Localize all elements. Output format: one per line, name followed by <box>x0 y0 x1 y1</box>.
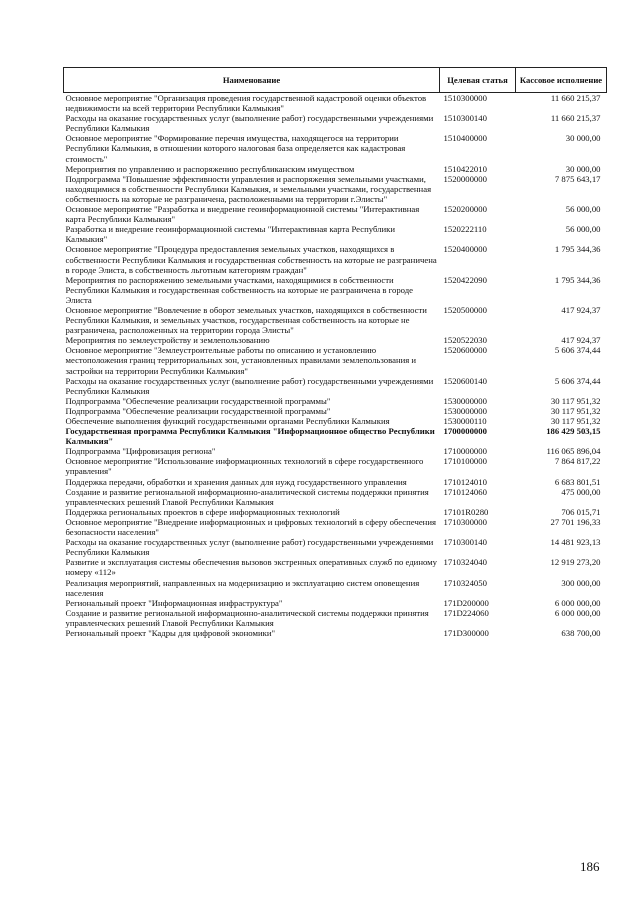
row-name: Расходы на оказание государственных услуг (выполнение работ) государственными учреждениями Республики Калмыкия <box>65 113 434 134</box>
row-name: Основное мероприятие "Использование информационных технологий в сфере государственного управления" <box>65 456 424 477</box>
table-row <box>64 335 607 345</box>
row-name: Основное мероприятие "Внедрение информационных и цифровых технологий в сферу обеспечения безопасности населения" <box>65 516 436 538</box>
row-name: Создание и развитие региональной информационно-аналитической системы поддержки принятия управленческих решений Главой Республики Калмыкия <box>65 607 429 628</box>
table-row <box>64 537 607 557</box>
row-name: Реализация мероприятий, направленных на модернизацию и эксплуатацию систем оповещения населения <box>65 577 420 598</box>
row-name: Мероприятия по управлению и распоряжению республиканским имуществом <box>65 163 355 174</box>
row-code: 1510300140 <box>443 113 487 124</box>
row-name: Основное мероприятие "Организация проведения государственной кадастровой оценки объектов недвижимости на всей территории Республики Калмыкия" <box>65 93 427 114</box>
row-code: 1520522030 <box>443 335 487 346</box>
table-row <box>64 608 607 628</box>
row-amount: 14 481 923,13 <box>550 537 601 548</box>
row-code: 171D224060 <box>443 607 489 618</box>
table-row <box>64 133 607 163</box>
row-code: 17101R0280 <box>443 506 489 517</box>
row-code: 1510300000 <box>443 93 487 103</box>
row-name: Основное мероприятие "Землеустроительные работы по описанию и установлению местоположения границ территориальных зон, установленных правилами землепользования и застройки на территории Республики Калмыкия" <box>65 345 417 376</box>
row-name: Региональный проект "Кадры для цифровой экономики" <box>65 627 276 638</box>
row-amount: 186 429 503,15 <box>546 426 601 437</box>
row-amount: 56 000,00 <box>565 224 601 235</box>
row-code: 1710300000 <box>443 516 487 527</box>
row-amount: 1 795 344,36 <box>554 244 601 255</box>
row-amount: 7 864 817,22 <box>554 456 601 467</box>
row-amount: 417 924,37 <box>561 304 601 315</box>
table-row <box>64 446 607 456</box>
row-code: 1520000000 <box>443 173 487 184</box>
row-amount: 30 000,00 <box>565 163 601 174</box>
table-row <box>64 406 607 416</box>
row-name: Мероприятия по землеустройству и землепользованию <box>65 335 270 346</box>
table-row <box>64 477 607 487</box>
row-code: 1710124010 <box>443 476 487 487</box>
row-amount: 5 606 374,44 <box>554 345 601 356</box>
row-amount: 6 000 000,00 <box>554 597 601 608</box>
row-amount: 27 701 196,33 <box>550 516 601 527</box>
row-name: Подпрограмма "Повышение эффективности управления и распоряжения земельными участками, находящимися в собственности Республики Калмыкия, и земельными участками, государственная собственность на которые не разграничена, расположенными на территории г.Элисты" <box>65 173 432 204</box>
row-code: 1710100000 <box>443 456 487 467</box>
table-row <box>64 204 607 224</box>
table-row <box>64 164 607 174</box>
table-row <box>64 174 607 204</box>
budget-table <box>63 67 607 638</box>
table-row <box>64 628 607 638</box>
row-name: Развитие и эксплуатация системы обеспечения вызовов экстренных оперативных служб по единому номеру «112» <box>65 557 437 578</box>
table-row <box>64 396 607 406</box>
row-name: Государственная программа Республики Калмыкия "Информационное общество Республики Калмыкия" <box>65 426 435 447</box>
row-code: 1520600000 <box>443 345 487 356</box>
row-name: Обеспечение выполнения функций государственными органами Республики Калмыкия <box>65 416 390 426</box>
row-code: 171D300000 <box>443 627 489 638</box>
row-amount: 30 000,00 <box>565 133 601 144</box>
row-name: Расходы на оказание государственных услуг (выполнение работ) государственными учреждениями Республики Калмыкия <box>65 537 434 558</box>
row-amount: 30 117 951,32 <box>550 405 601 416</box>
table-row <box>64 426 607 446</box>
row-amount: 7 875 643,17 <box>554 173 601 184</box>
row-code: 1520200000 <box>443 204 487 215</box>
row-amount: 11 660 215,37 <box>550 113 601 124</box>
row-amount: 116 065 896,04 <box>546 446 601 457</box>
row-amount: 638 700,00 <box>561 627 601 638</box>
row-amount: 30 117 951,32 <box>550 395 601 406</box>
row-amount: 11 660 215,37 <box>550 93 601 103</box>
table-row <box>64 113 607 133</box>
row-code: 1710324050 <box>443 577 487 588</box>
row-amount: 6 683 801,51 <box>554 476 601 487</box>
row-code: 1520600140 <box>443 375 487 386</box>
row-amount: 300 000,00 <box>561 577 601 588</box>
header-name: Наименование <box>64 68 440 93</box>
row-code: 1530000000 <box>443 395 487 406</box>
row-code: 1520222110 <box>443 224 487 235</box>
table-row <box>64 416 607 426</box>
table-row <box>64 456 607 476</box>
table-row <box>64 305 607 335</box>
table-header-row <box>64 68 607 93</box>
row-name: Подпрограмма "Цифровизация региона" <box>65 446 216 457</box>
header-amount: Кассовое исполнение <box>516 68 607 93</box>
row-name: Поддержка региональных проектов в сфере информационных технологий <box>65 506 340 517</box>
row-amount: 12 919 273,20 <box>550 557 601 568</box>
table-row <box>64 517 607 537</box>
row-name: Региональный проект "Информационная инфраструктура" <box>65 597 283 608</box>
row-code: 1710000000 <box>443 446 487 457</box>
table-row <box>64 487 607 507</box>
row-name: Подпрограмма "Обеспечение реализации государственной программы" <box>65 395 331 406</box>
row-name: Расходы на оказание государственных услуг (выполнение работ) государственными учреждениями Республики Калмыкия <box>65 375 434 396</box>
page-number: 186 <box>580 859 600 874</box>
row-amount: 706 015,71 <box>561 506 601 517</box>
row-amount: 5 606 374,44 <box>554 375 601 386</box>
row-name: Основное мероприятие "Вовлечение в оборот земельных участков, находящихся в собственности Республики Калмыкия, и земельных участков, государственная собственность на которые не разграничена, расположенных на территории города Элисты" <box>65 304 427 336</box>
row-name: Основное мероприятие "Процедура предоставления земельных участков, находящихся в собственности Республики Калмыкия и государственная собственность на которые не разграничена в городе Элиста, в собственность льготным категориям граждан" <box>65 244 437 275</box>
row-amount: 475 000,00 <box>561 486 601 497</box>
row-amount: 1 795 344,36 <box>554 274 601 285</box>
row-code: 1530000110 <box>443 416 487 426</box>
row-code: 1530000000 <box>443 405 487 416</box>
row-name: Основное мероприятие "Формирование перечня имущества, находящегося на территории Республики Калмыкия, в отношении которого налоговая база определяется как кадастровая стоимость" <box>65 133 406 164</box>
table-row <box>64 275 607 305</box>
table-row <box>64 93 607 114</box>
row-name: Подпрограмма "Обеспечение реализации государственной программы" <box>65 405 331 416</box>
row-code: 1510422010 <box>443 163 487 174</box>
table-row <box>64 244 607 274</box>
row-amount: 30 117 951,32 <box>550 416 601 426</box>
row-code: 171D200000 <box>443 597 489 608</box>
header-code: Целевая статья <box>440 68 516 93</box>
row-code: 1710124060 <box>443 486 487 497</box>
table-row <box>64 345 607 375</box>
row-name: Разработка и внедрение геоинформационной системы "Интерактивная карта Республики Калмыкия" <box>65 224 396 245</box>
row-name: Мероприятия по распоряжению земельными участками, находящимися в собственности Республики Калмыкия и государственная собственность на которые не разграничена в городе Элиста <box>65 274 414 305</box>
table-row <box>64 507 607 517</box>
table-row <box>64 376 607 396</box>
row-code: 1520500000 <box>443 304 487 315</box>
row-name: Создание и развитие региональной информационно-аналитической системы поддержки принятия управленческих решений Главой Республики Калмыкия <box>65 486 429 507</box>
row-code: 1710324040 <box>443 557 487 568</box>
row-code: 1520400000 <box>443 244 487 255</box>
row-code: 1510400000 <box>443 133 487 144</box>
row-name: Поддержка передачи, обработки и хранения данных для нужд государственного управления <box>65 476 407 487</box>
row-code: 1520422090 <box>443 274 487 285</box>
row-amount: 56 000,00 <box>565 204 601 215</box>
table-body <box>64 93 607 639</box>
row-name: Основное мероприятие "Разработка и внедрение геоинформационной системы "Интерактивная карта Республики Калмыкия" <box>65 204 420 225</box>
row-code: 1700000000 <box>443 426 487 437</box>
table-row <box>64 557 607 577</box>
table-row <box>64 598 607 608</box>
row-amount: 417 924,37 <box>561 335 601 346</box>
table-row <box>64 224 607 244</box>
row-code: 1710300140 <box>443 537 487 548</box>
row-amount: 6 000 000,00 <box>554 607 601 618</box>
table-row <box>64 578 607 598</box>
